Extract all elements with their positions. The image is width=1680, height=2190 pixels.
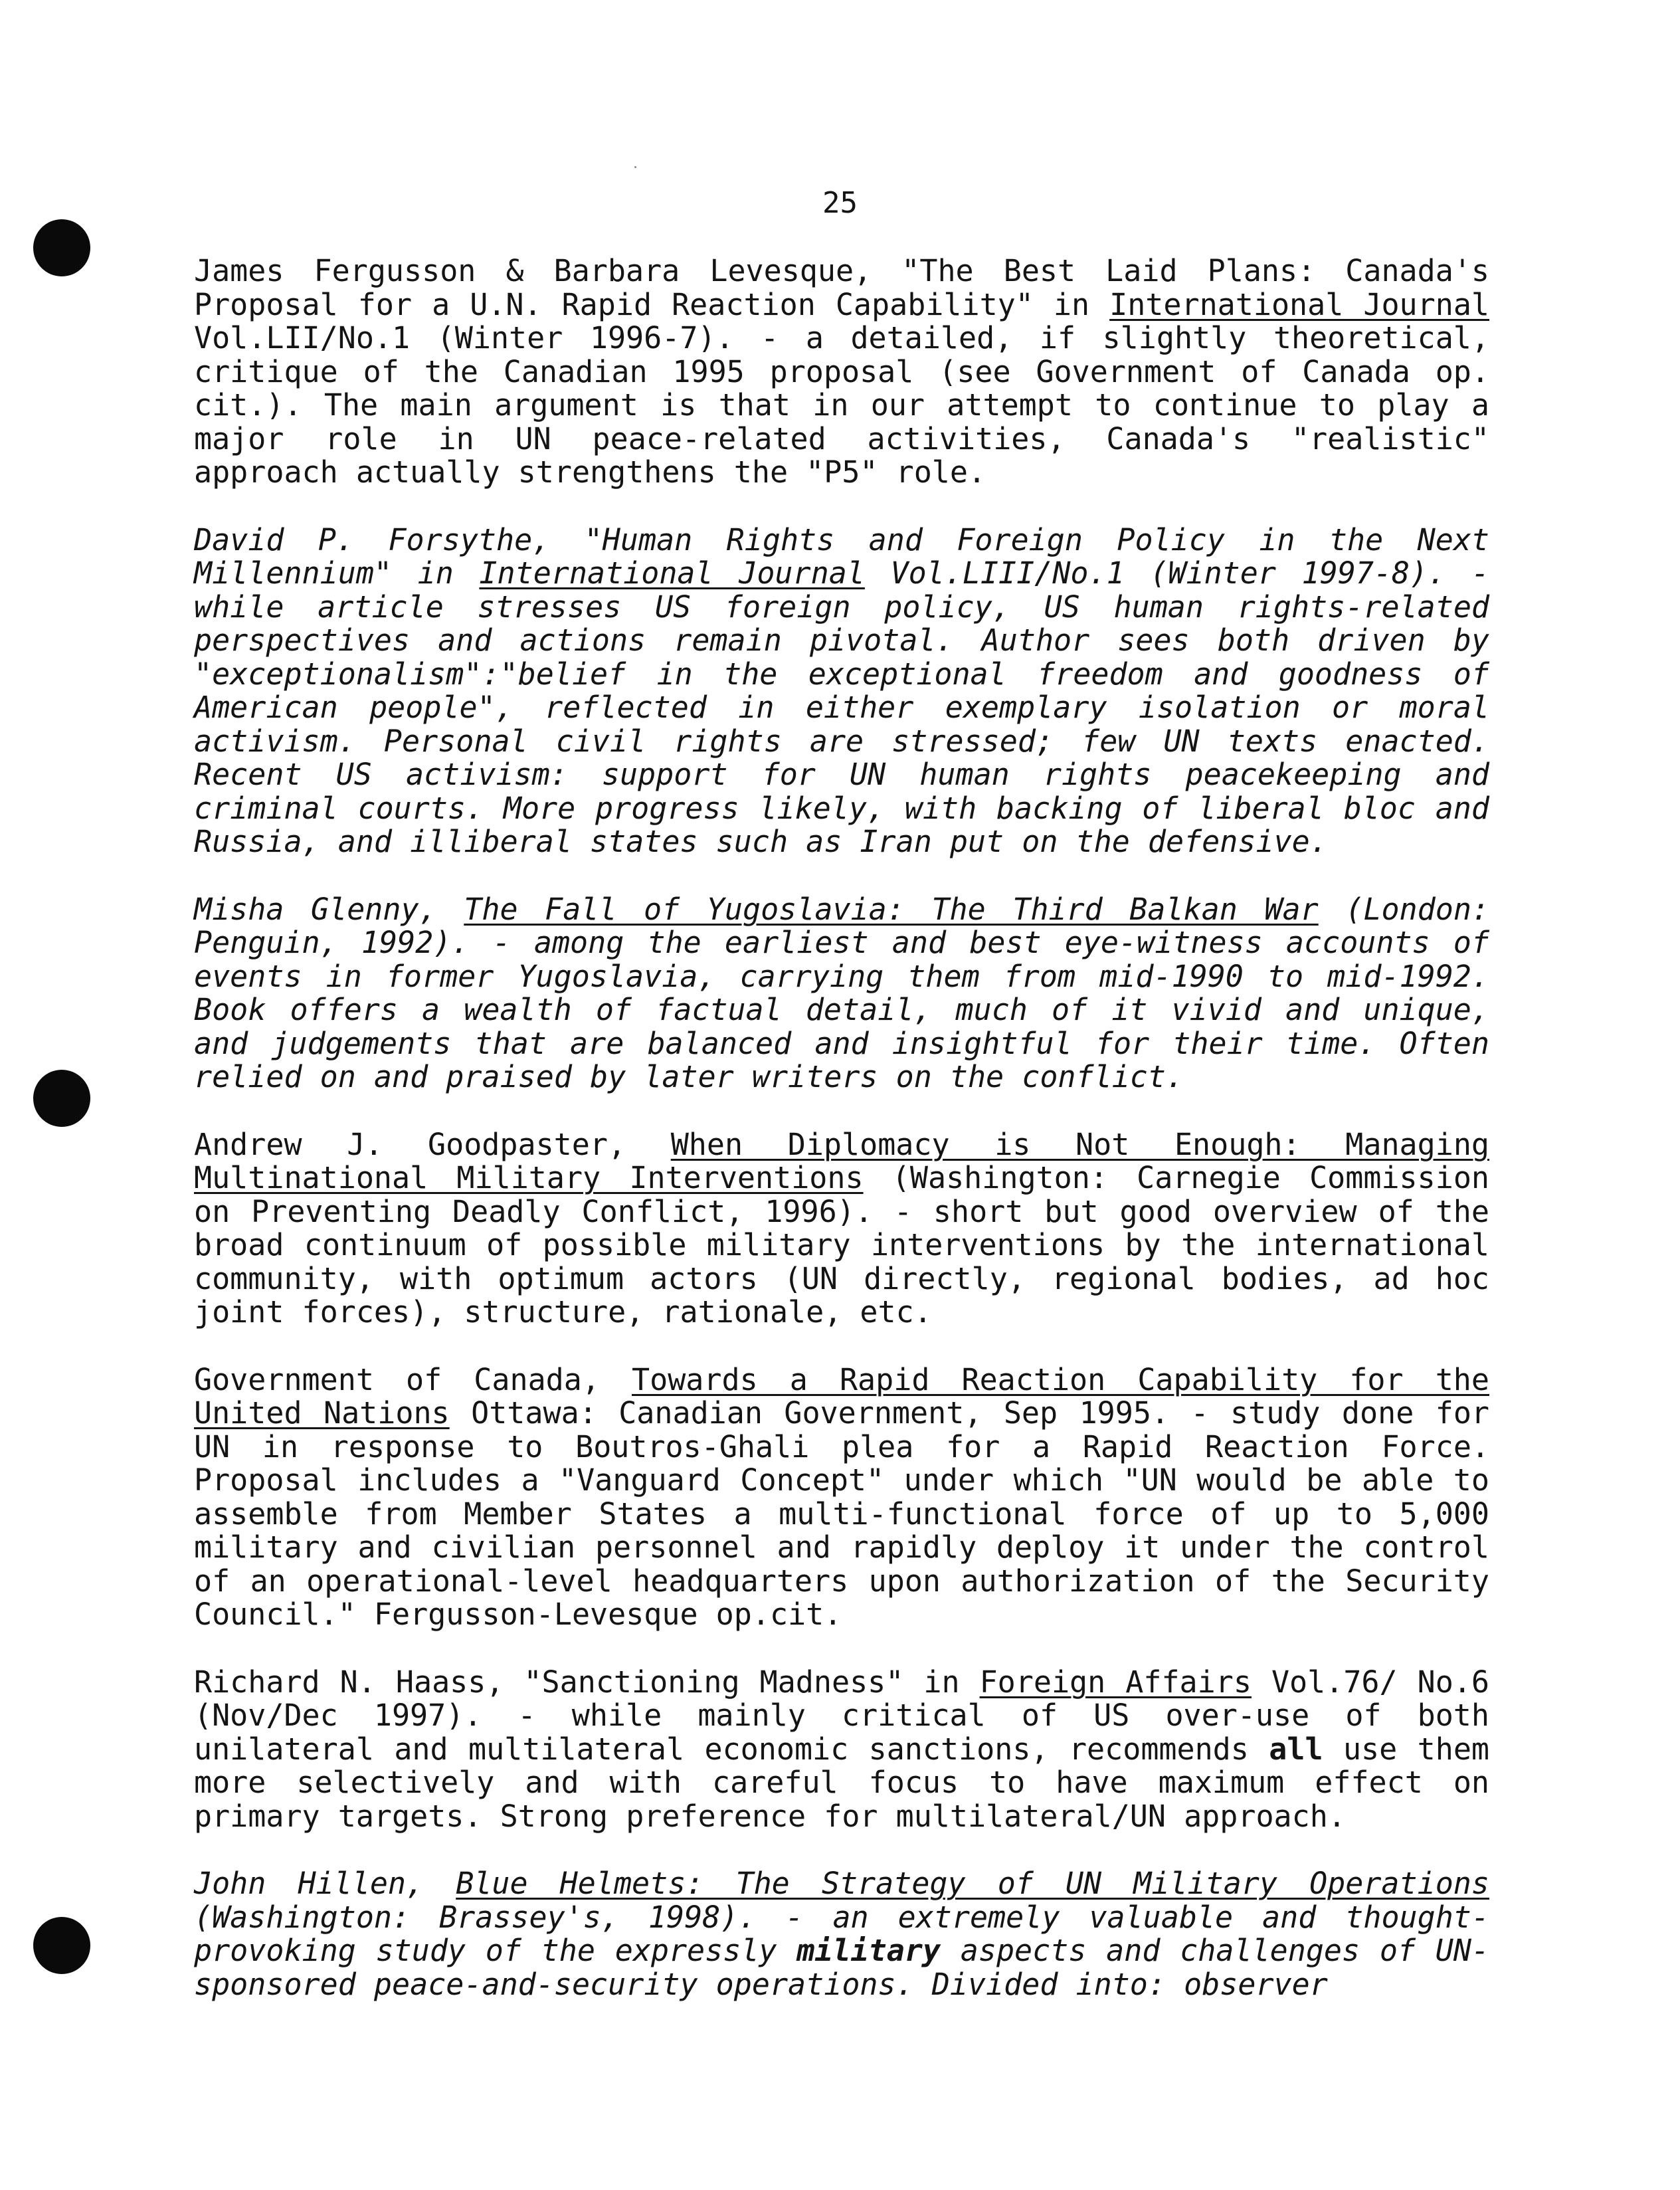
entry-book-title: Blue Helmets: The Strategy of UN Military Operations <box>456 1866 1489 1901</box>
bibliography-entry-canada <box>194 1363 1489 1632</box>
entry-annotation: (Washington: Carnegie Commission on Preventing Deadly Conflict, 1996). - short but good overview of the broad continuum of possible military interventions by the international community, with optimum actors (UN directly, regional bodies, ad hoc joint forces), structure, rationale, etc. <box>194 1160 1489 1330</box>
entry-in-word: in <box>1053 286 1090 322</box>
entry-emphasis: all <box>1269 1731 1323 1767</box>
entry-lead: John Hillen, <box>194 1866 424 1901</box>
punch-hole <box>33 1070 90 1127</box>
entry-annotation: - a detailed, if slightly theoretical, critique of the Canadian 1995 proposal (see Government of Canada op. cit.). The main argument is that in our attempt to continue to play a major role in UN peace-related activities, Canada's "realistic" approach actually strengthens the "P5" role. <box>194 320 1489 490</box>
entry-annotation-part-1: Vol.76/ No.6 (Nov/Dec 1997). - while mainly critical of US over-use of both unilateral and multilateral economic sanctions, recommends <box>194 1664 1489 1767</box>
entry-lead: Richard N. Haass, "Sanctioning Madness" in <box>194 1664 960 1700</box>
scan-speck <box>634 166 636 168</box>
entry-lead: Government of Canada, <box>194 1361 600 1397</box>
entry-annotation-part-2: aspects and challenges of UN-sponsored peace-and-security operations. Divided into: observer <box>194 1933 1490 2002</box>
entry-emphasis: military <box>796 1933 941 1968</box>
entry-source-title: Foreign Affairs <box>979 1664 1252 1700</box>
bibliography-entry-forsythe <box>194 524 1489 859</box>
bibliography-entries <box>194 254 1489 2035</box>
entry-lead: Misha Glenny, <box>194 891 437 927</box>
bibliography-entry-glenny <box>194 893 1489 1094</box>
entry-details: Vol.LII/No.1 (Winter 1996-7). <box>194 320 734 355</box>
page-number: 25 <box>822 186 858 220</box>
entry-source-title: International Journal <box>479 555 865 591</box>
entry-annotation: (London: Penguin, 1992). - among the earliest and best eye-witness accounts of events in former Yugoslavia, carrying them from mid-1990 to mid-1992. Book offers a wealth of factual detail, much of it vivid and unique, and judgements that are balanced and insightful for their time. Often relied on and praised by later writers on the conflict. <box>194 891 1490 1094</box>
bibliography-entry-hillen <box>194 1867 1489 2001</box>
entry-article-title: "The Best Laid Plans: Canada's Proposal for a U.N. Rapid Reaction Capability" <box>194 253 1490 322</box>
entry-book-title: The Fall of Yugoslavia: The Third Balkan War <box>464 891 1319 927</box>
entry-annotation: Vol.LIII/No.1 (Winter 1997-8). - while article stresses US foreign policy, US human rights-related perspectives and actions remain pivotal. Author sees both driven by "exceptionalism":"belief in the exceptional freedom and goodness of American people", reflected in either exemplary isolation or moral activism. Personal civil rights are stressed; few UN texts enacted. Recent US activism: support for UN human rights peacekeeping and criminal courts. More progress likely, with backing of liberal bloc and Russia, and illiberal states such as Iran put on the defensive. <box>194 555 1489 859</box>
bibliography-entry-goodpaster <box>194 1128 1489 1330</box>
bibliography-entry-fergusson <box>194 254 1489 490</box>
punch-hole <box>33 1917 90 1974</box>
entry-lead: Andrew J. Goodpaster, <box>194 1126 626 1162</box>
entry-annotation-part-1: (Washington: Brassey's, 1998). - an extremely valuable and thought-provoking study of the expressly <box>194 1899 1489 1968</box>
entry-book-title: When Diplomacy is Not Enough: Managing Multinational Military Interventions <box>194 1126 1489 1195</box>
entry-book-title: Towards a Rapid Reaction Capability for the United Nations <box>194 1361 1489 1431</box>
punch-hole <box>33 219 90 276</box>
entry-source-title: International Journal <box>1109 286 1489 322</box>
bibliography-entry-haass <box>194 1666 1489 1834</box>
entry-annotation-part-2: use them more selectively and with careful focus to have maximum effect on primary targets. Strong preference for multilateral/UN approach. <box>194 1731 1490 1834</box>
entry-author: James Fergusson & Barbara Levesque, <box>194 253 872 288</box>
entry-annotation: Ottawa: Canadian Government, Sep 1995. - study done for UN in response to Boutros-Ghali plea for a Rapid Reaction Force. Proposal includes a "Vanguard Concept" under which "UN would be able to assemble from Member States a multi-functional force of up to 5,000 military and civilian personnel and rapidly deploy it under the control of an operational-level headquarters upon authorization of the Security Council." Fergusson-Levesque op.cit. <box>194 1395 1490 1632</box>
entry-lead: David P. Forsythe, "Human Rights and Foreign Policy in the Next Millennium" in <box>194 522 1489 591</box>
